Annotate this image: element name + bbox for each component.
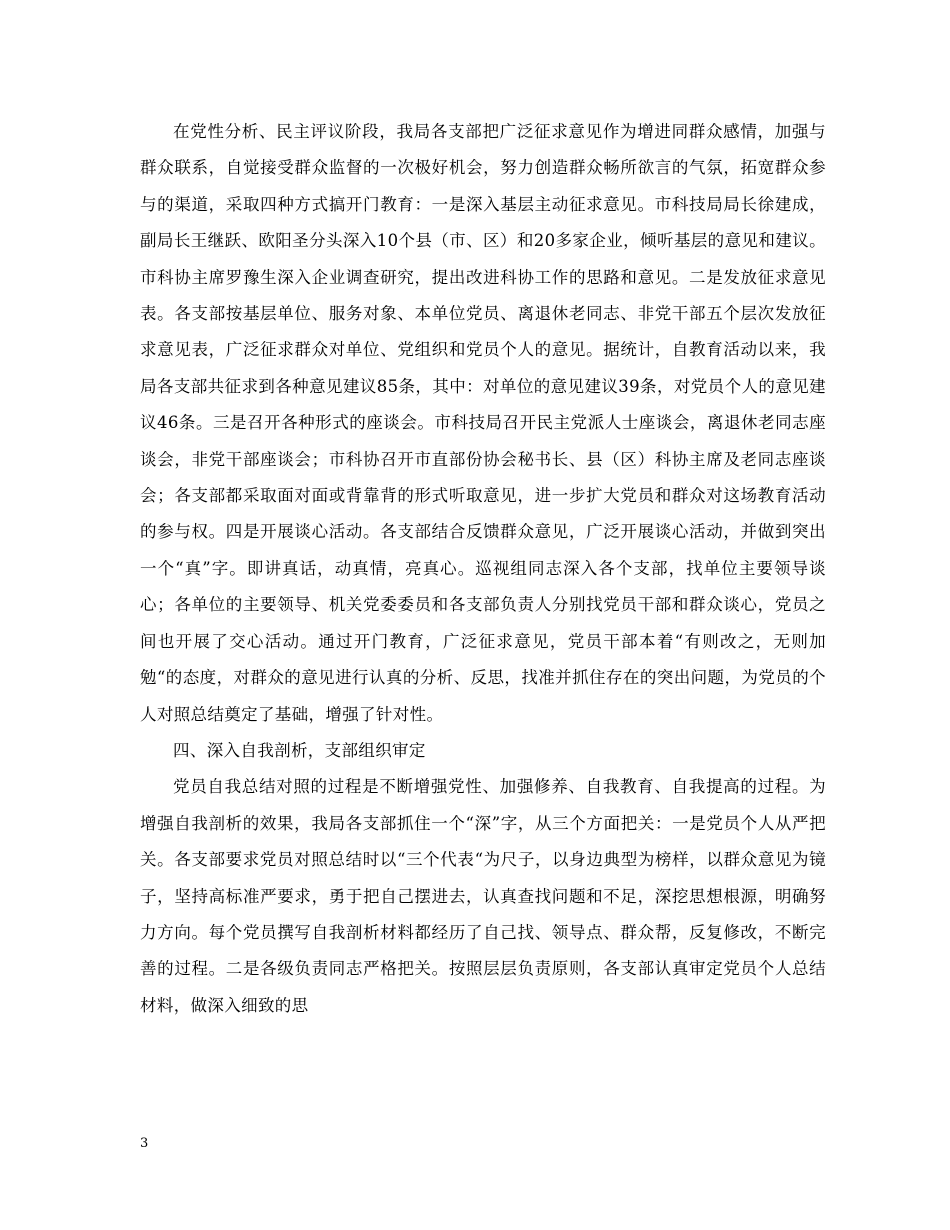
paragraph-open-door-education: 在党性分析、民主评议阶段，我局各支部把广泛征求意见作为增进同群众感情，加强与群众联系，自觉接受群众监督的一次极好机会，努力创造群众畅所欲言的气氛，拓宽群众参与的渠道，采取四种方式搞开门教育：一是深入基层主动征求意见。市科技局局长徐建成，副局长王继跃、欧阳圣分头深入10个县（市、区）和20多家企业，倾听基层的意见和建议。市科协主席罗豫生深入企业调查研究，提出改进科协工作的思路和意见。二是发放征求意见表。各支部按基层单位、服务对象、本单位党员、离退休老同志、非党干部五个层次发放征求意见表，广泛征求群众对单位、党组织和党员个人的意见。据统计，自教育活动以来，我局各支部共征求到各种意见建议85条，其中：对单位的意见建议39条，对党员个人的意见建议46条。三是召开各种形式的座谈会。市科技局召开民主党派人士座谈会，离退休老同志座谈会，非党干部座谈会；市科协召开市直部份协会秘书长、县（区）科协主席及老同志座谈会；各支部都采取面对面或背靠背的形式听取意见，进一步扩大党员和群众对这场教育活动的参与权。四是开展谈心活动。各支部结合反馈群众意见，广泛开展谈心活动，并做到突出一个“真”字。即讲真话，动真情，亮真心。巡视组同志深入各个支部，找单位主要领导谈心；各单位的主要领导、机关党委委员和各支部负责人分别找党员干部和群众谈心，党员之间也开展了交心活动。通过开门教育，广泛征求意见，党员干部本着“有则改之，无则加勉“的态度，对群众的意见进行认真的分析、反思，找准并抓住存在的突出问题，为党员的个人对照总结奠定了基础，增强了针对性。 <box>140 122 826 724</box>
page-number: 3 <box>140 1136 149 1151</box>
paragraph-self-analysis: 党员自我总结对照的过程是不断增强党性、加强修养、自我教育、自我提高的过程。为增强自我剖析的效果，我局各支部抓住一个“深”字，从三个方面把关：一是党员个人从严把关。各支部要求党员对照总结时以“三个代表“为尺子，以身边典型为榜样，以群众意见为镜子，坚持高标准严要求，勇于把自己摆进去，认真查找问题和不足，深挖思想根源，明确努力方向。每个党员撰写自我剖析材料都经历了自己找、领导点、群众帮，反复修改，不断完善的过程。二是各级负责同志严格把关。按照层层负责原则，各支部认真审定党员个人总结材料，做深入细致的思 <box>140 777 826 1015</box>
section-heading-self-analysis: 四、深入自我剖析，支部组织审定 <box>173 740 426 760</box>
document-body <box>140 114 826 1024</box>
